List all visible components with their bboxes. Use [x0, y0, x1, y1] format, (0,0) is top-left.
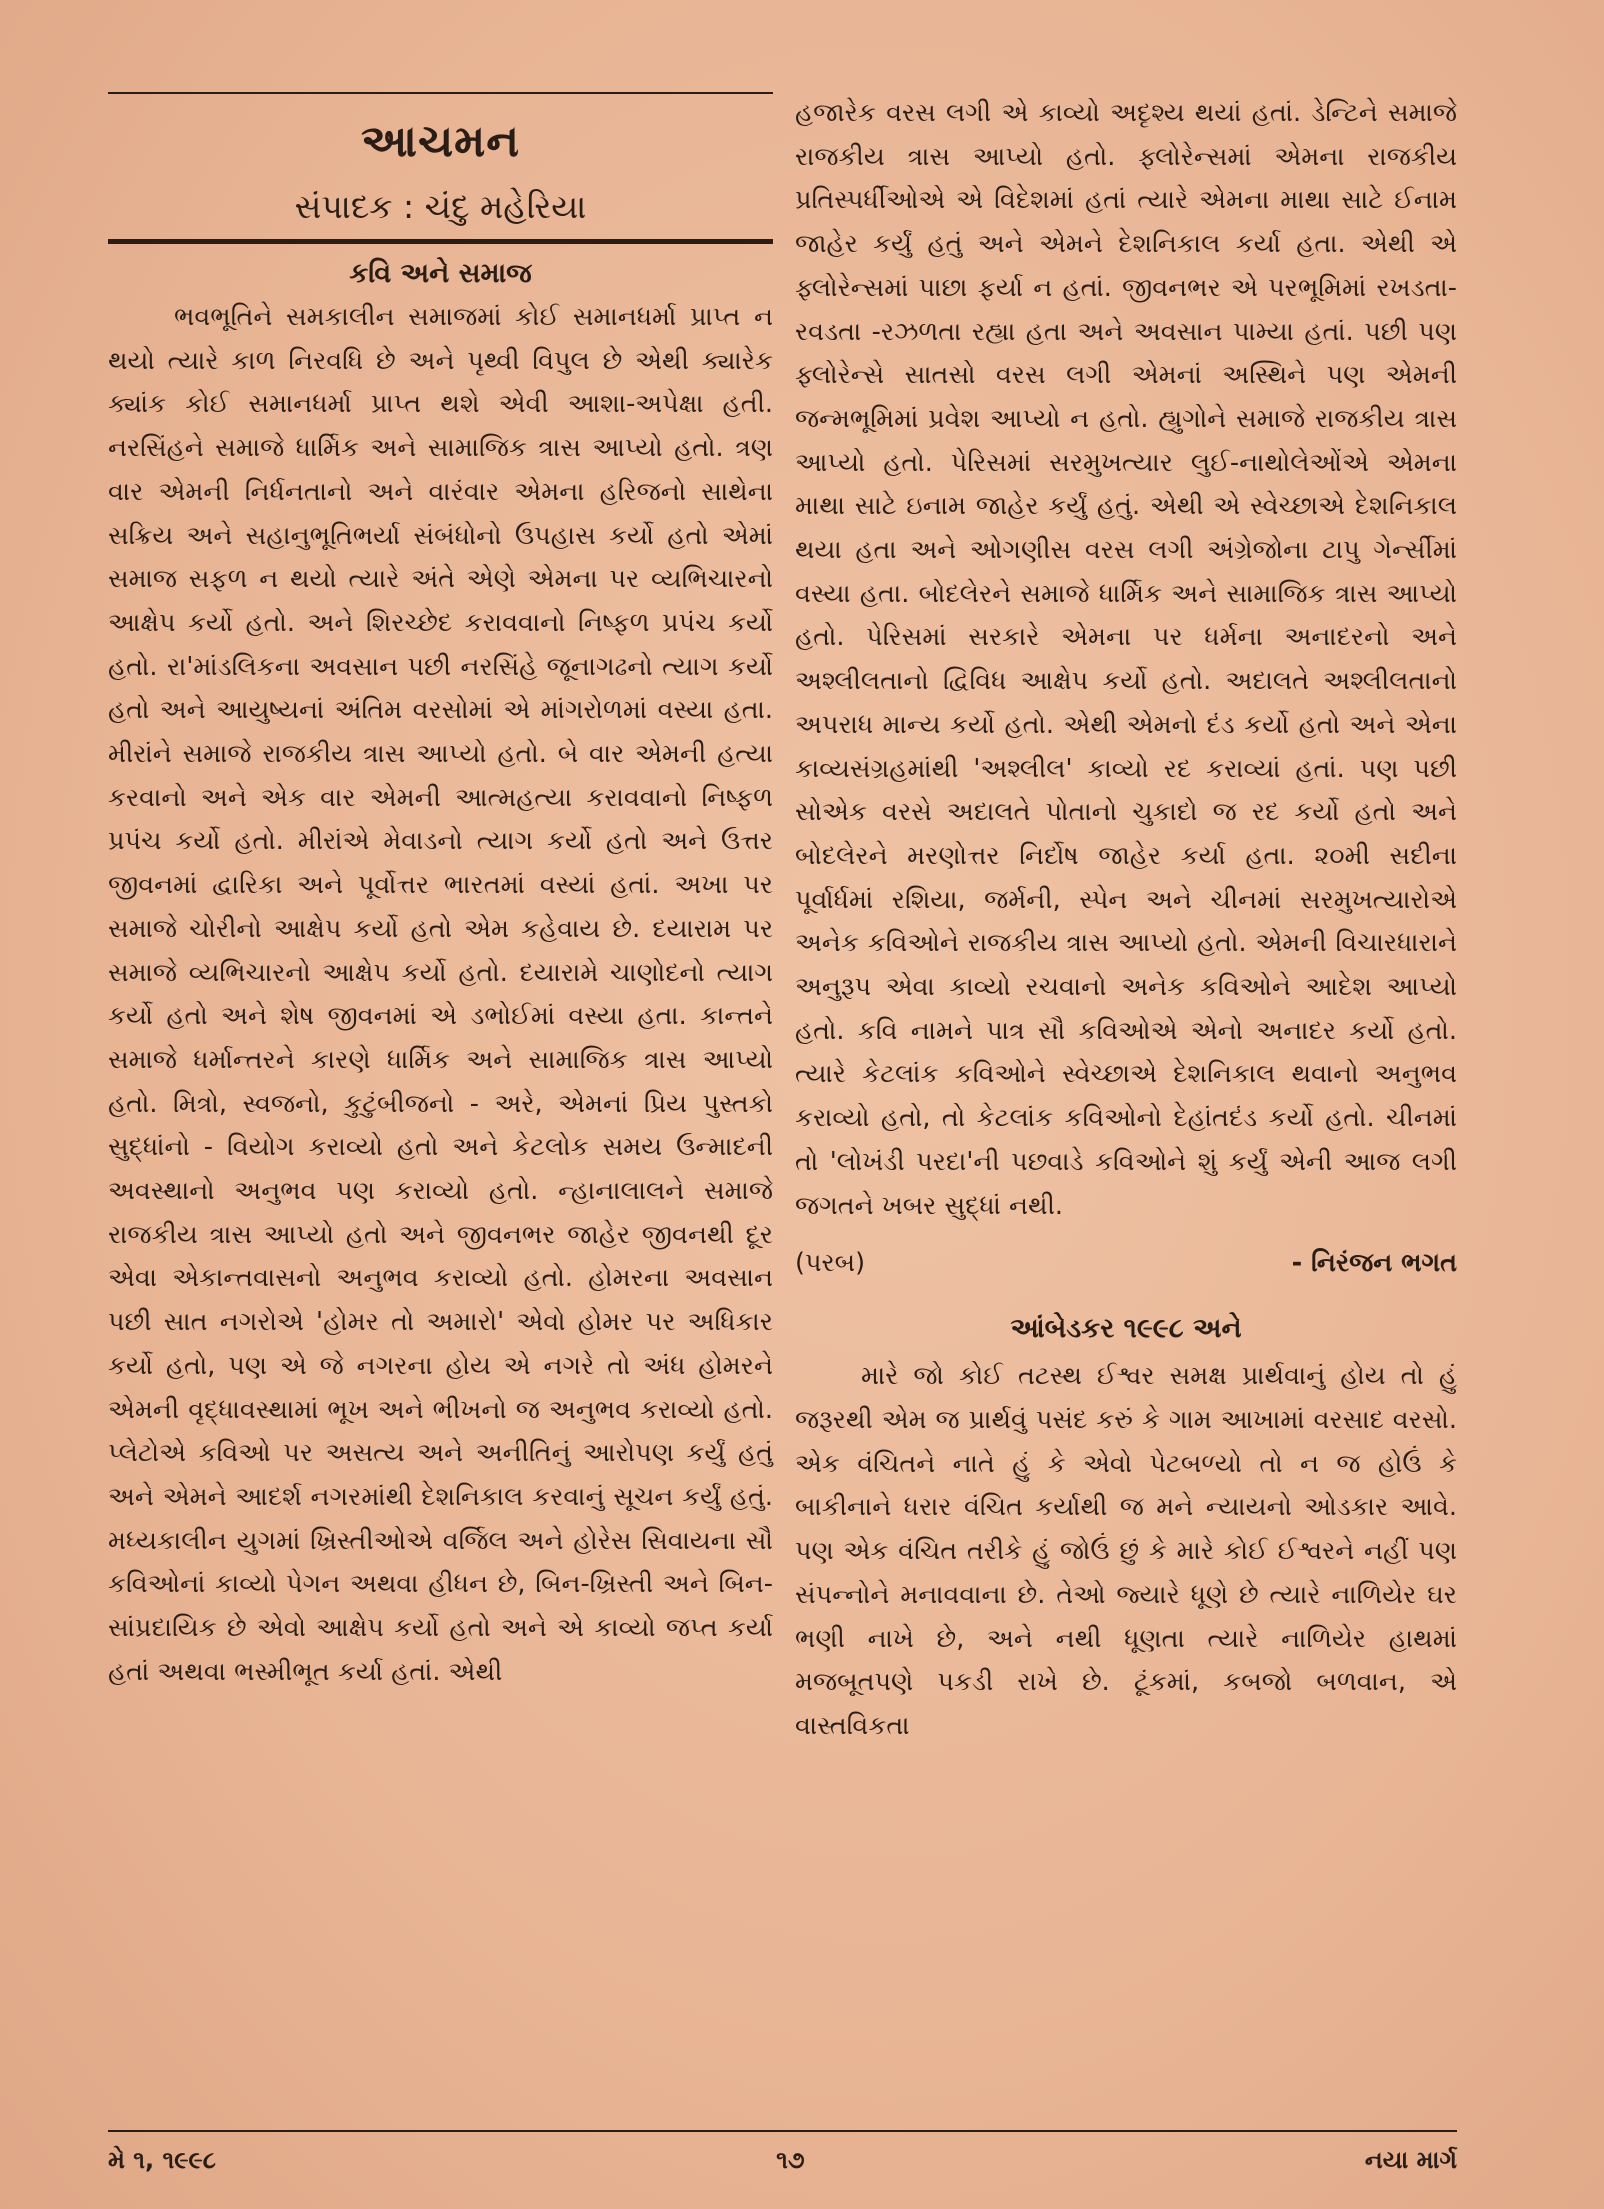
article-paragraph-continued: હજારેક વરસ લગી એ કાવ્યો અદૃશ્ય થયાં હતાં. ડેન્ટિને સમાજે રાજકીય ત્રાસ આપ્યો હતો. ફ્લોરેન્સમાં એમના રાજકીય પ્રતિસ્પર્ધીઓએ એ વિદેશમાં હતાં ત્યારે એમના માથા સાટે ઈનામ જાહેર કર્યું હતું અને એમને દેશનિકાલ કર્યા હતા. એથી એ ફ્લોરેન્સમાં પાછા ફર્યા ન હતાં. જીવનભર એ પરભૂમિમાં રખડતા-રવડતા -રઝળતા રહ્યા હતા અને અવસાન પામ્યા હતાં. પછી પણ ફ્લોરેન્સે સાતસો વરસ લગી એમનાં અસ્થિને પણ એમની જન્મભૂમિમાં પ્રવેશ આપ્યો ન હતો. હ્યુગોને સમાજે રાજકીય ત્રાસ આપ્યો હતો. પેરિસમાં સરમુખત્યાર લુઈ-નાથોલેઓંએ એમના માથા સાટે ઇનામ જાહેર કર્યું હતું. એથી એ સ્વેચ્છાએ દેશનિકાલ થયા હતા અને ઓગણીસ વરસ લગી અંગ્રેજોના ટાપુ ગેર્ન્સીમાં વસ્યા હતા. બોદલેરને સમાજે ધાર્મિક અને સામાજિક ત્રાસ આપ્યો હતો. પેરિસમાં સરકારે એમના પર ધર્મના અનાદરનો અને અશ્લીલતાનો દ્વિવિધ આક્ષેપ કર્યો હતો. અદાલતે અશ્લીલતાનો અપરાધ માન્ય કર્યો હતો. એથી એમનો દંડ કર્યો હતો અને એના કાવ્યસંગ્રહમાંથી 'અશ્લીલ' કાવ્યો રદ કરાવ્યાં હતાં. પણ પછી સોએક વરસે અદાલતે પોતાનો ચુકાદો જ રદ કર્યો હતો અને બોદલેરને મરણોત્તર નિર્દોષ જાહેર કર્યા હતા. ૨૦મી સદીના પૂર્વાર્ધમાં રશિયા, જર્મની, સ્પેન અને ચીનમાં સરમુખત્યારોએ અનેક કવિઓને રાજકીય ત્રાસ આપ્યો હતો. એમની વિચારધારાને અનુરૂપ એવા કાવ્યો રચવાનો અનેક કવિઓને આદેશ આપ્યો હતો. કવિ નામને પાત્ર સૌ કવિઓએ એનો અનાદર કર્યો હતો. ત્યારે કેટલાંક કવિઓને સ્વેચ્છાએ દેશનિકાલ થવાનો અનુભવ કરાવ્યો હતો, તો કેટલાંક કવિઓનો દેહાંતદંડ કર્યો હતો. ચીનમાં તો 'લોખંડી પરદા'ની પછવાડે કવિઓને શું કર્યું એની આજ લગી જગતને ખબર સુદ્ધાં નથી. [795, 98, 1457, 1221]
issue-date: મે ૧, ૧૯૯૮ [108, 2146, 216, 2174]
magazine-name: નયા માર્ગ [1364, 2146, 1457, 2174]
right-column [795, 92, 1457, 1749]
column-title: આચમન [360, 116, 520, 167]
author-name: - નિરંજન ભગત [1291, 1248, 1457, 1279]
article-heading-2: આંબેડકર ૧૯૯૮ અને [1010, 1313, 1242, 1345]
editor-line: સંપાદક : ચંદુ મહેરિયા [294, 187, 587, 226]
page-number: ૧૭ [776, 2146, 805, 2174]
left-column [108, 92, 773, 1695]
article-heading: કવિ અને સમાજ [349, 258, 532, 289]
article-paragraph: ભવભૂતિને સમકાલીન સમાજમાં કોઈ સમાનધર્મા પ્રાપ્ત ન થયો ત્યારે કાળ નિરવધિ છે અને પૃથ્વી વિપુલ છે એથી ક્યારેક ક્યાંક કોઈ સમાનધર્મા પ્રાપ્ત થશે એવી આશા-અપેક્ષા હતી. નરસિંહને સમાજે ધાર્મિક અને સામાજિક ત્રાસ આપ્યો હતો. ત્રણ વાર એમની નિર્ધનતાનો અને વારંવાર એમના હરિજનો સાથેના સક્રિય અને સહાનુભૂતિભર્યા સંબંધોનો ઉપહાસ કર્યો હતો એમાં સમાજ સફળ ન થયો ત્યારે અંતે એણે એમના પર વ્યભિચારનો આક્ષેપ કર્યો હતો. અને શિરચ્છેદ કરાવવાનો નિષ્ફળ પ્રપંચ કર્યો હતો. રા'માંડલિકના અવસાન પછી નરસિંહે જૂનાગઢનો ત્યાગ કર્યો હતો અને આયુષ્યનાં અંતિમ વરસોમાં એ માંગરોળમાં વસ્યા હતા. મીરાંને સમાજે રાજકીય ત્રાસ આપ્યો હતો. બે વાર એમની હત્યા કરવાનો અને એક વાર એમની આત્મહત્યા કરાવવાનો નિષ્ફળ પ્રપંચ કર્યો હતો. મીરાંએ મેવાડનો ત્યાગ કર્યો હતો અને ઉત્તર જીવનમાં દ્વારિકા અને પૂર્વોત્તર ભારતમાં વસ્યાં હતાં. અખા પર સમાજે ચોરીનો આક્ષેપ કર્યો હતો એમ કહેવાય છે. દયારામ પર સમાજે વ્યભિચારનો આક્ષેપ કર્યો હતો. દયારામે ચાણોદનો ત્યાગ કર્યો હતો અને શેષ જીવનમાં એ ડભોઈમાં વસ્યા હતા. કાન્તને સમાજે ધર્માન્તરને કારણે ધાર્મિક અને સામાજિક ત્રાસ આપ્યો હતો. મિત્રો, સ્વજનો, કુટુંબીજનો - અરે, એમનાં પ્રિય પુસ્તકો સુદ્ધાંનો - વિયોગ કરાવ્યો હતો અને કેટલોક સમય ઉન્માદની અવસ્થાનો અનુભવ પણ કરાવ્યો હતો. ન્હાનાલાલને સમાજે રાજકીય ત્રાસ આપ્યો હતો અને જીવનભર જાહેર જીવનથી દૂર એવા એકાન્તવાસનો અનુભવ કરાવ્યો હતો. હોમરના અવસાન પછી સાત નગરોએ 'હોમર તો અમારો' એવો હોમર પર અધિકાર કર્યો હતો, પણ એ જે નગરના હોય એ નગરે તો અંધ હોમરને એમની વૃદ્ધાવસ્થામાં ભૂખ અને ભીખનો જ અનુભવ કરાવ્યો હતો. પ્લેટોએ કવિઓ પર અસત્ય અને અનીતિનું આરોપણ કર્યું હતું અને એમને આદર્શ નગરમાંથી દેશનિકાલ કરવાનું સૂચન કર્યું હતું. મધ્યકાલીન યુગમાં ખ્રિસ્તીઓએ વર્જિલ અને હોરેસ સિવાયના સૌ કવિઓનાં કાવ્યો પેગન અથવા હીધન છે, બિન-ખ્રિસ્તી અને બિન-સાંપ્રદાયિક છે એવો આક્ષેપ કર્યો હતો અને એ કાવ્યો જપ્ત કર્યા હતાં અથવા ભસ્મીભૂત કર્યા હતાં. એથી [108, 302, 773, 1687]
masthead-rule [108, 239, 773, 244]
article-paragraph-2: મારે જો કોઈ તટસ્થ ઈશ્વર સમક્ષ પ્રાર્થવાનું હોય તો હું જરૂરથી એમ જ પ્રાર્થવું પસંદ કરું કે ગામ આખામાં વરસાદ વરસો. એક વંચિતને નાતે હું કે એવો પેટબળ્યો તો ન જ હોઉં કે બાકીનાને ધરાર વંચિત કર્યાથી જ મને ન્યાયનો ઓડકાર આવે. પણ એક વંચિત તરીકે હું જોઉં છું કે મારે કોઈ ઈશ્વરને નહીં પણ સંપન્નોને મનાવવાના છે. તેઓ જ્યારે ધૂણે છે ત્યારે નાળિયેર ઘર ભણી નાખે છે, અને નથી ધૂણતા ત્યારે નાળિયેર હાથમાં મજબૂતપણે પકડી રાખે છે. ટૂંકમાં, કબજો બળવાન, એ વાસ્તવિકતા [795, 1361, 1457, 1741]
article-signoff [795, 1248, 1457, 1279]
page-footer [108, 2130, 1457, 2174]
source-reference: (પરબ) [795, 1248, 866, 1279]
top-rule [108, 92, 773, 94]
